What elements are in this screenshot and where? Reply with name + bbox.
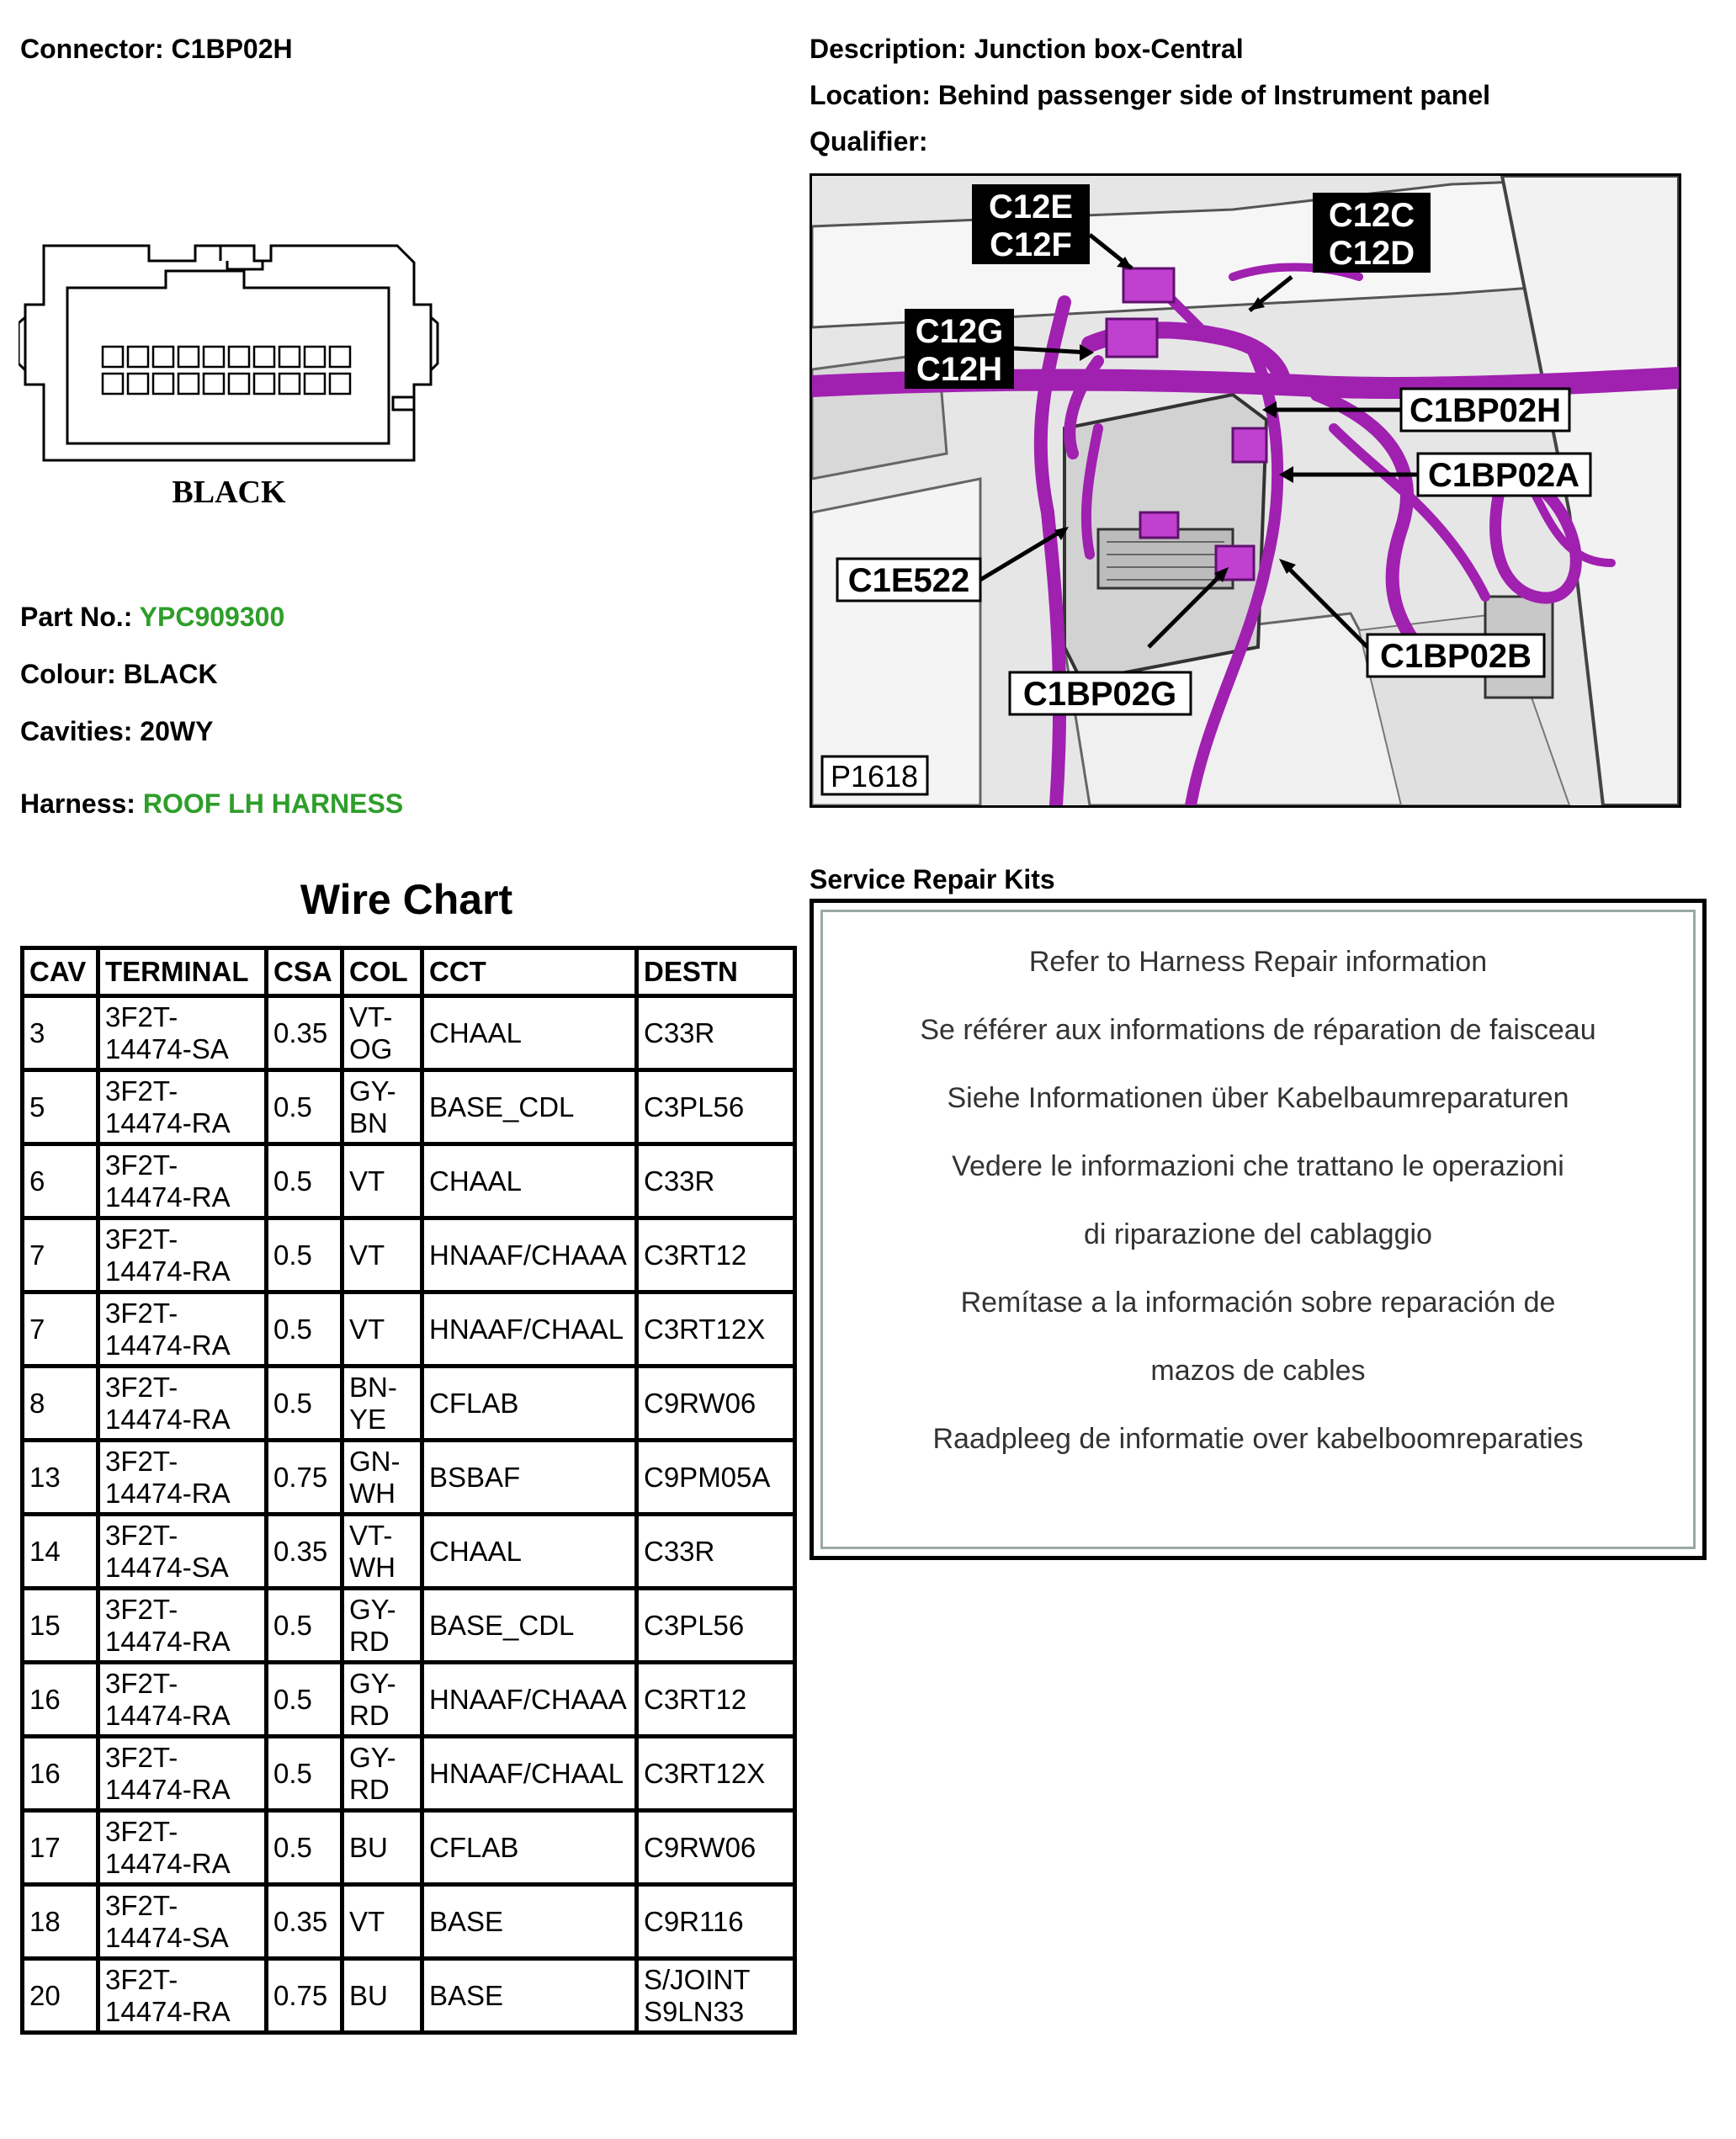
cell-col: GN- WH: [342, 1441, 422, 1515]
table-row: [23, 1885, 795, 1959]
connector-cavity: [103, 374, 123, 394]
connector-cavity: [178, 347, 199, 367]
table-row: [23, 1959, 795, 2033]
cell-col: GY- BN: [342, 1070, 422, 1144]
cell-col: VT: [342, 1885, 422, 1959]
connector-cavity: [204, 347, 224, 367]
connector-cavity: [305, 374, 325, 394]
cell-destn: C3RT12X: [637, 1292, 795, 1367]
table-row: [23, 1811, 795, 1885]
location-photo: [810, 173, 1681, 808]
cell-terminal: 3F2T- 14474-RA: [98, 1218, 267, 1292]
cell-cct: BASE_CDL: [422, 1589, 637, 1663]
cell-cav: 16: [23, 1737, 98, 1811]
cell-cav: 8: [23, 1367, 98, 1441]
table-row: [23, 1367, 795, 1441]
cell-cct: CFLAB: [422, 1367, 637, 1441]
table-row: [23, 1218, 795, 1292]
repair-kit-line: Remítase a la información sobre reparación de: [960, 1287, 1556, 1319]
cell-csa: 0.75: [267, 1959, 342, 2033]
cell-cct: HNAAF/CHAAL: [422, 1292, 637, 1367]
cell-col: BN- YE: [342, 1367, 422, 1441]
cell-terminal: 3F2T- 14474-RA: [98, 1589, 267, 1663]
connector-cavity: [279, 374, 300, 394]
callout-c1bp02g: C1BP02G: [1022, 676, 1177, 713]
cell-cct: HNAAF/CHAAL: [422, 1737, 637, 1811]
cell-cav: 20: [23, 1959, 98, 2033]
cavities-label: Cavities:: [20, 716, 133, 746]
cell-col: VT- OG: [342, 996, 422, 1070]
connector-cavity: [153, 347, 173, 367]
cell-cct: BSBAF: [422, 1441, 637, 1515]
description-field: [810, 34, 1244, 65]
cell-cav: 17: [23, 1811, 98, 1885]
wire-chart-table: [20, 946, 797, 2035]
connector-cavity: [153, 374, 173, 394]
table-row: [23, 996, 795, 1070]
connector-face-diagram: [19, 237, 456, 523]
column-header-cct: CCT: [422, 948, 637, 996]
cell-cav: 13: [23, 1441, 98, 1515]
connector-cavity: [229, 347, 249, 367]
repair-kit-line: Siehe Informationen über Kabelbaumreparaturen: [947, 1082, 1569, 1114]
connector-cavity: [229, 374, 249, 394]
cell-destn: C3RT12: [637, 1663, 795, 1737]
service-repair-kits-box: [810, 899, 1707, 1560]
connector-cavity: [178, 374, 199, 394]
callout-c12f: C12F: [990, 226, 1072, 263]
wire-chart-header-row: [23, 948, 795, 996]
column-header-cav: CAV: [23, 948, 98, 996]
column-header-col: COL: [342, 948, 422, 996]
cell-cav: 7: [23, 1292, 98, 1367]
location-field: [810, 80, 1490, 111]
repair-kit-line: Vedere le informazioni che trattano le operazioni: [952, 1150, 1564, 1182]
harness-label: Harness:: [20, 788, 135, 819]
table-row: [23, 1441, 795, 1515]
column-header-destn: DESTN: [637, 948, 795, 996]
cell-cct: CHAAL: [422, 1515, 637, 1589]
table-row: [23, 1144, 795, 1218]
connector-cavity: [254, 347, 274, 367]
colour-value: BLACK: [123, 659, 218, 689]
connector-label: Connector:: [20, 34, 164, 64]
connector-cavity: [279, 347, 300, 367]
repair-kit-line: Se référer aux informations de réparation de faisceau: [920, 1014, 1596, 1046]
colour-field: [20, 659, 218, 690]
callout-c1e522: C1E522: [847, 562, 970, 599]
connector-cavity: [128, 347, 148, 367]
cell-destn: C3RT12: [637, 1218, 795, 1292]
callout-c12g: C12G: [915, 313, 1004, 350]
part-no-link[interactable]: YPC909300: [139, 602, 285, 632]
service-repair-kits-title: Service Repair Kits: [810, 864, 1055, 894]
connector-value: C1BP02H: [171, 34, 293, 64]
connector-cavity: [330, 347, 350, 367]
wire-chart-title: Wire Chart: [300, 876, 513, 923]
cell-terminal: 3F2T- 14474-SA: [98, 1515, 267, 1589]
harness-field: [20, 788, 403, 820]
cell-cct: HNAAF/CHAAA: [422, 1663, 637, 1737]
cell-destn: C3RT12X: [637, 1737, 795, 1811]
callout-c1bp02a: C1BP02A: [1427, 457, 1580, 494]
cell-csa: 0.5: [267, 1292, 342, 1367]
cell-cct: CHAAL: [422, 996, 637, 1070]
cell-csa: 0.5: [267, 1218, 342, 1292]
cell-csa: 0.5: [267, 1737, 342, 1811]
callout-c12h: C12H: [916, 351, 1003, 388]
cell-cav: 5: [23, 1070, 98, 1144]
connector-field: [20, 34, 293, 65]
cell-csa: 0.5: [267, 1144, 342, 1218]
cell-csa: 0.5: [267, 1663, 342, 1737]
part-no-label: Part No.:: [20, 602, 133, 632]
photo-code: P1618: [830, 759, 919, 794]
table-row: [23, 1515, 795, 1589]
location-label: Location:: [810, 80, 931, 110]
cell-terminal: 3F2T- 14474-RA: [98, 1441, 267, 1515]
callout-c12d: C12D: [1328, 235, 1415, 272]
cell-csa: 0.75: [267, 1441, 342, 1515]
cell-cav: 14: [23, 1515, 98, 1589]
cell-destn: C9RW06: [637, 1367, 795, 1441]
colour-label: Colour:: [20, 659, 116, 689]
cell-col: VT: [342, 1218, 422, 1292]
connector-cavity: [330, 374, 350, 394]
cell-col: GY- RD: [342, 1737, 422, 1811]
connector-cavity: [254, 374, 274, 394]
connector-cavity: [204, 374, 224, 394]
repair-kit-line: Raadpleeg de informatie over kabelboomreparaties: [932, 1423, 1584, 1455]
cell-destn: C33R: [637, 1515, 795, 1589]
callout-c1bp02b: C1BP02B: [1379, 638, 1532, 675]
cell-terminal: 3F2T- 14474-RA: [98, 1663, 267, 1737]
cell-csa: 0.5: [267, 1811, 342, 1885]
cell-col: VT: [342, 1144, 422, 1218]
cell-cav: 18: [23, 1885, 98, 1959]
cell-col: BU: [342, 1959, 422, 2033]
cell-destn: C9R116: [637, 1885, 795, 1959]
location-value: Behind passenger side of Instrument panel: [937, 80, 1490, 110]
connector-cavity: [103, 347, 123, 367]
cell-cav: 16: [23, 1663, 98, 1737]
cavities-value: 20WY: [140, 716, 214, 746]
cell-col: GY- RD: [342, 1663, 422, 1737]
cell-cct: BASE_CDL: [422, 1070, 637, 1144]
cell-col: BU: [342, 1811, 422, 1885]
description-value: Junction box-Central: [974, 34, 1244, 64]
table-row: [23, 1070, 795, 1144]
cell-terminal: 3F2T- 14474-RA: [98, 1070, 267, 1144]
qualifier-field: [810, 126, 927, 157]
cell-cct: HNAAF/CHAAA: [422, 1218, 637, 1292]
cell-csa: 0.5: [267, 1070, 342, 1144]
connector-color-label: BLACK: [172, 475, 286, 510]
cell-col: VT: [342, 1292, 422, 1367]
cell-cct: BASE: [422, 1885, 637, 1959]
cell-terminal: 3F2T- 14474-RA: [98, 1811, 267, 1885]
cell-terminal: 3F2T- 14474-SA: [98, 1885, 267, 1959]
cell-cav: 3: [23, 996, 98, 1070]
table-row: [23, 1292, 795, 1367]
column-header-terminal: TERMINAL: [98, 948, 267, 996]
cell-col: GY- RD: [342, 1589, 422, 1663]
cell-destn: C9PM05A: [637, 1441, 795, 1515]
cell-destn: C9RW06: [637, 1811, 795, 1885]
cell-cav: 7: [23, 1218, 98, 1292]
cell-terminal: 3F2T- 14474-RA: [98, 1959, 267, 2033]
connector-cavity: [305, 347, 325, 367]
cell-cav: 6: [23, 1144, 98, 1218]
cell-terminal: 3F2T- 14474-RA: [98, 1144, 267, 1218]
cell-destn: S/JOINT S9LN33: [637, 1959, 795, 2033]
cell-destn: C3PL56: [637, 1070, 795, 1144]
connector-cavity: [128, 374, 148, 394]
service-repair-kits-inner: [820, 910, 1696, 1549]
table-row: [23, 1589, 795, 1663]
cell-terminal: 3F2T- 14474-SA: [98, 996, 267, 1070]
cell-csa: 0.5: [267, 1589, 342, 1663]
cell-csa: 0.35: [267, 1885, 342, 1959]
cell-cct: CHAAL: [422, 1144, 637, 1218]
cell-csa: 0.35: [267, 1515, 342, 1589]
callout-c12e: C12E: [988, 188, 1074, 226]
repair-kit-line: Refer to Harness Repair information: [1028, 946, 1488, 978]
cell-terminal: 3F2T- 14474-RA: [98, 1367, 267, 1441]
callout-c12c: C12C: [1328, 197, 1415, 234]
cell-col: VT- WH: [342, 1515, 422, 1589]
qualifier-label: Qualifier:: [810, 126, 928, 157]
repair-kit-line: mazos de cables: [1150, 1355, 1366, 1387]
cell-destn: C33R: [637, 1144, 795, 1218]
callout-c1bp02h: C1BP02H: [1409, 392, 1562, 429]
cell-terminal: 3F2T- 14474-RA: [98, 1737, 267, 1811]
cell-cct: CFLAB: [422, 1811, 637, 1885]
cell-destn: C33R: [637, 996, 795, 1070]
cavities-field: [20, 716, 213, 747]
cell-cav: 15: [23, 1589, 98, 1663]
harness-link[interactable]: ROOF LH HARNESS: [142, 788, 404, 819]
cell-csa: 0.5: [267, 1367, 342, 1441]
column-header-csa: CSA: [267, 948, 342, 996]
table-row: [23, 1663, 795, 1737]
description-label: Description:: [810, 34, 967, 64]
part-no-field: [20, 602, 284, 633]
cell-destn: C3PL56: [637, 1589, 795, 1663]
repair-kit-line: di riparazione del cablaggio: [1084, 1218, 1432, 1250]
table-row: [23, 1737, 795, 1811]
cell-terminal: 3F2T- 14474-RA: [98, 1292, 267, 1367]
cell-cct: BASE: [422, 1959, 637, 2033]
cell-csa: 0.35: [267, 996, 342, 1070]
